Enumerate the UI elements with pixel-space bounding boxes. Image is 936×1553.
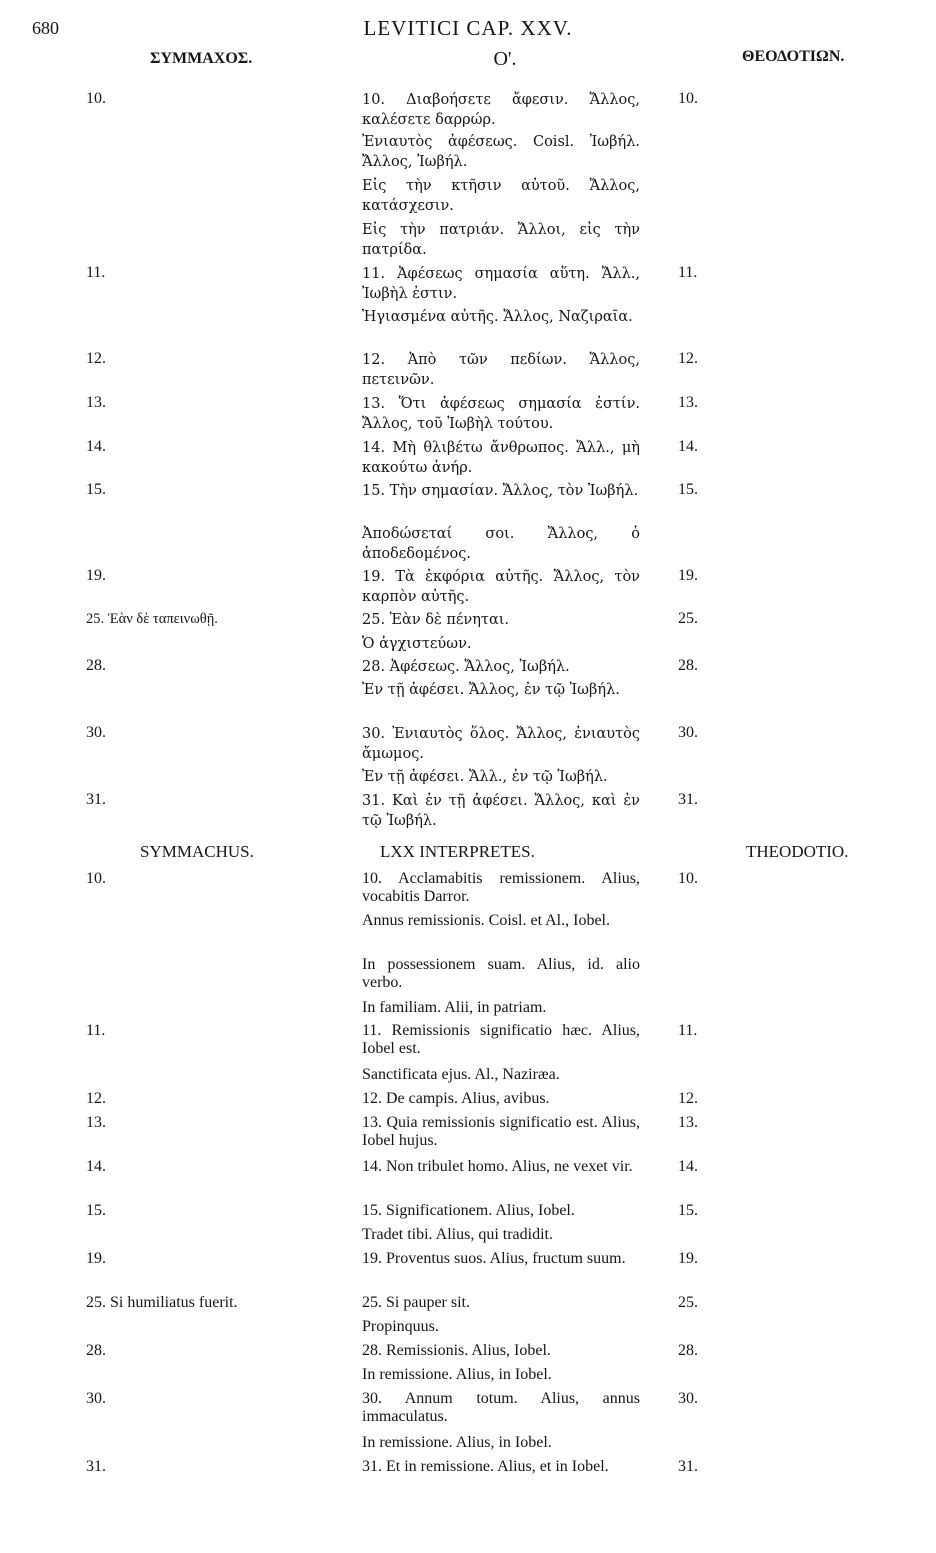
theodotion-cell: 28. (678, 1342, 698, 1359)
lxx-cell: 12. De campis. Alius, avibus. (362, 1090, 550, 1107)
lxx-cell: 30. Ἐνιαυτὸς ὅλος. Ἄλλος, ἐνιαυτὸς ἄμωμος. (362, 726, 640, 762)
running-title: LEVITICI CAP. XXV. (363, 16, 573, 40)
lxx-cell: Sanctificata ejus. Al., Naziræa. (362, 1066, 560, 1083)
lxx-cell: 11. Ἀφέσεως σημασία αὕτη. Ἄλλ., Ἰωβὴλ ἐστιν. (362, 266, 640, 302)
lxx-cell: In remissione. Alius, in Iobel. (362, 1434, 552, 1451)
symmachus-cell: 19. (86, 567, 106, 584)
theodotion-cell: 12. (678, 1090, 698, 1107)
lxx-cell: In familiam. Alii, in patriam. (362, 999, 547, 1016)
header-symmachus-latin: SYMMACHUS. (140, 842, 254, 861)
theodotion-cell: 30. (678, 724, 698, 741)
symmachus-cell: 28. (86, 1342, 106, 1359)
lxx-cell: Ἐνιαυτὸς ἀφέσεως. Coisl. Ἰωβήλ. Ἄλλος, Ἰωβήλ. (362, 134, 640, 170)
theodotion-cell: 31. (678, 1458, 698, 1475)
page-number: 680 (32, 18, 59, 38)
theodotion-cell: 15. (678, 1202, 698, 1219)
header-lxx-greek: Ο'. (493, 48, 517, 70)
symmachus-cell: 11. (86, 1022, 106, 1039)
theodotion-cell: 10. (678, 870, 698, 887)
symmachus-cell: 15. (86, 1202, 106, 1219)
lxx-cell: 28. Remissionis. Alius, Iobel. (362, 1342, 551, 1359)
lxx-cell: 14. Non tribulet homo. Alius, ne vexet vir. (362, 1158, 633, 1175)
lxx-cell: 10. Διαβοήσετε ἄφεσιν. Ἄλλος, καλέσετε δαρρώρ. (362, 92, 640, 128)
lxx-cell: Annus remissionis. Coisl. et Al., Iobel. (362, 912, 610, 929)
lxx-cell: Tradet tibi. Alius, qui tradidit. (362, 1226, 553, 1243)
theodotion-cell: 30. (678, 1390, 698, 1407)
lxx-cell: Ὁ ἀγχιστεύων. (362, 636, 472, 652)
symmachus-cell: 10. (86, 90, 106, 107)
theodotion-cell: 25. (678, 1294, 698, 1311)
lxx-cell: 11. Remissionis significatio hæc. Alius, Iobel est. (362, 1022, 640, 1057)
symmachus-cell: 11. (86, 264, 106, 281)
lxx-cell: 31. Et in remissione. Alius, et in Iobel. (362, 1458, 609, 1475)
lxx-cell: 15. Τὴν σημασίαν. Ἄλλος, τὸν Ἰωβήλ. (362, 483, 639, 499)
symmachus-cell: 13. (86, 394, 106, 411)
lxx-cell: Ἡγιασμένα αὐτῆς. Ἄλλος, Ναζιραῖα. (362, 309, 633, 325)
symmachus-cell: 10. (86, 870, 106, 887)
theodotion-cell: 11. (678, 1022, 698, 1039)
lxx-cell: Propinquus. (362, 1318, 439, 1335)
symmachus-cell: 25. Si humiliatus fuerit. (86, 1294, 238, 1311)
symmachus-cell: 28. (86, 657, 106, 674)
lxx-cell: 25. Ἐὰν δὲ πένηται. (362, 612, 510, 628)
header-symmachus-greek: ΣΥΜΜΑΧΟΣ. (150, 50, 253, 67)
theodotion-cell: 31. (678, 791, 698, 808)
lxx-cell: Ἀποδώσεταί σοι. Ἄλλος, ὁ ἀποδεδομένος. (362, 526, 640, 562)
symmachus-cell: 12. (86, 1090, 106, 1107)
symmachus-cell: 25. Ἐὰν δὲ ταπεινωθῇ. (86, 611, 218, 627)
theodotion-cell: 19. (678, 1250, 698, 1267)
theodotion-cell: 13. (678, 394, 698, 411)
theodotion-cell: 15. (678, 481, 698, 498)
header-theodotion-greek: ΘΕΟΔΟΤΙΩΝ. (742, 48, 845, 65)
lxx-cell: 19. Proventus suos. Alius, fructum suum. (362, 1250, 626, 1267)
lxx-cell: 10. Acclamabitis remissionem. Alius, vocabitis Darror. (362, 870, 640, 905)
lxx-cell: 25. Si pauper sit. (362, 1294, 470, 1311)
symmachus-cell: 30. (86, 1390, 106, 1407)
symmachus-cell: 14. (86, 1158, 106, 1175)
lxx-cell: In possessionem suam. Alius, id. alio verbo. (362, 956, 640, 991)
symmachus-cell: 31. (86, 1458, 106, 1475)
theodotion-cell: 28. (678, 657, 698, 674)
lxx-cell: In remissione. Alius, in Iobel. (362, 1366, 552, 1383)
theodotion-cell: 13. (678, 1114, 698, 1131)
lxx-cell: 13. Ὅτι ἀφέσεως σημασία ἐστίν. Ἄλλος, τοῦ Ἰωβὴλ τούτου. (362, 396, 640, 432)
symmachus-cell: 19. (86, 1250, 106, 1267)
lxx-cell: 13. Quia remissionis significatio est. Alius, Iobel hujus. (362, 1114, 640, 1149)
theodotion-cell: 11. (678, 264, 698, 281)
symmachus-cell: 14. (86, 438, 106, 455)
lxx-cell: 28. Ἀφέσεως. Ἄλλος, Ἰωβήλ. (362, 659, 570, 675)
symmachus-cell: 12. (86, 350, 106, 367)
lxx-cell: Ἐν τῇ ἀφέσει. Ἄλλος, ἐν τῷ Ἰωβήλ. (362, 682, 620, 698)
symmachus-cell: 31. (86, 791, 106, 808)
theodotion-cell: 25. (678, 610, 698, 627)
lxx-cell: 14. Μὴ θλιβέτω ἄνθρωπος. Ἄλλ., μὴ κακούτω ἀνήρ. (362, 440, 640, 476)
theodotion-cell: 12. (678, 350, 698, 367)
symmachus-cell: 13. (86, 1114, 106, 1131)
lxx-cell: 12. Ἀπὸ τῶν πεδίων. Ἄλλος, πετεινῶν. (362, 352, 640, 388)
lxx-cell: 15. Significationem. Alius, Iobel. (362, 1202, 575, 1219)
lxx-cell: 31. Καὶ ἐν τῇ ἀφέσει. Ἄλλος, καὶ ἐν τῷ Ἰωβήλ. (362, 793, 640, 829)
theodotion-cell: 14. (678, 1158, 698, 1175)
lxx-cell: Ἐν τῇ ἀφέσει. Ἄλλ., ἐν τῷ Ἰωβήλ. (362, 769, 608, 785)
theodotion-cell: 19. (678, 567, 698, 584)
header-theodotion-latin: THEODOTIO. (746, 842, 849, 861)
lxx-cell: 19. Τὰ ἐκφόρια αὐτῆς. Ἄλλος, τὸν καρπὸν αὐτῆς. (362, 569, 640, 605)
theodotion-cell: 14. (678, 438, 698, 455)
lxx-cell: Εἰς τὴν πατριάν. Ἄλλοι, εἰς τὴν πατρίδα. (362, 222, 640, 258)
theodotion-cell: 10. (678, 90, 698, 107)
symmachus-cell: 15. (86, 481, 106, 498)
header-lxx-latin: LXX INTERPRETES. (380, 842, 535, 861)
symmachus-cell: 30. (86, 724, 106, 741)
lxx-cell: 30. Annum totum. Alius, annus immaculatus. (362, 1390, 640, 1425)
lxx-cell: Εἰς τὴν κτῆσιν αὐτοῦ. Ἄλλος, κατάσχεσιν. (362, 178, 640, 214)
